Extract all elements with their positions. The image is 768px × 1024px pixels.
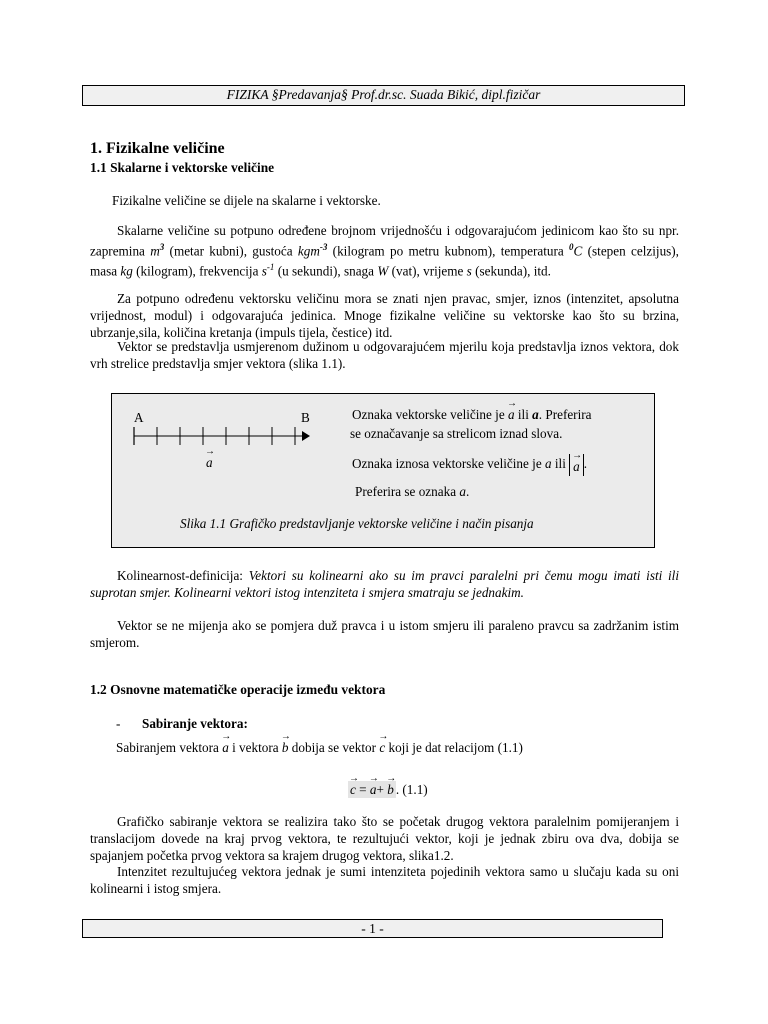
point-b-label: B <box>301 410 310 425</box>
vector-scale-diagram <box>132 424 312 448</box>
scalar-paragraph: Skalarne veličine su potpuno određene brojnom vrijednošću i odgovarajućom jedinicom kao što su npr. zapremina $m^3$ (metar kubni), gustoća kgm$^{-3}$ (kilogram po metru kubnom), temperatura $^0$C (stepen celzijus), masa kg (kilogram), frekvencija $s^{-1}$ (u sekundi), snaga W (vat), vrijeme s (sekunda), itd. <box>90 223 679 279</box>
bullet-dash: - <box>116 716 121 731</box>
figure-text-line-2: se označavanje sa strelicom iznad slova. <box>350 426 563 441</box>
figure-text-line-4: Preferira se oznaka a. <box>355 484 470 499</box>
vector-a-symbol: → a <box>206 454 213 471</box>
section-heading: 1.1 Skalarne i vektorske veličine <box>90 160 275 175</box>
figure-text-line-3: Oznaka iznosa vektorske veličine je a ili → a . <box>352 454 587 476</box>
page-number-footer: - 1 - <box>82 919 663 938</box>
figure-1-1 <box>111 393 655 548</box>
translation-paragraph: Vektor se ne mijenja ako se pomjera duž pravca i u istom smjeru ili paraleno pravcu sa zadržanim istim smjerom. <box>90 618 679 650</box>
vector-paragraph: Za potpuno određenu vektorsku veličinu mora se znati njen pravac, smjer, iznos (intenzitet, apsolutna vrijednost, modul) i odgovarajuća jedinica. Mnoge fizikalne veličine su vektorske kao što su brzina, ubrzanje,sila, količina kretanja (impuls tijela, čestice) itd. <box>90 291 679 340</box>
collinearity-paragraph: Kolinearnost-definicija: Vektori su kolinearni ako su im pravci paralelni pri čemu mogu imati isti ili suprotan smjer. Kolinearni vektori istog intenziteta i smjera smatraju se jednakim. <box>90 568 679 600</box>
point-a-label: A <box>134 410 144 425</box>
addition-paragraph: Sabiranjem vektora → a i vektora → b dobija se vektor → c koji je dat relacijom (1.1) <box>116 739 676 756</box>
intensity-paragraph: Intenzitet rezultujućeg vektora jednak je sumi intenziteta pojedinih vektora samo u slučaju kada su oni kolinearni i istog smjera. <box>90 864 679 896</box>
vector-arrowhead <box>302 431 310 441</box>
figure-text-line-1: Oznaka vektorske veličine je → a ili a. Preferira <box>352 406 591 423</box>
intro-paragraph: Fizikalne veličine se dijele na skalarne i vektorske. <box>112 193 381 208</box>
section-heading-1-2: 1.2 Osnovne matematičke operacije između vektora <box>90 682 386 697</box>
equation-1-1: → c = → a+ → b . (1.1) <box>348 781 428 798</box>
page-header: FIZIKA §Predavanja§ Prof.dr.sc. Suada Bikić, dipl.fizičar <box>82 85 685 106</box>
chapter-heading: 1. Fizikalne veličine <box>90 140 225 157</box>
graphical-addition-paragraph: Grafičko sabiranje vektora se realizira tako što se početak drugog vektora paralelnim pomijeranjem i translacijom dovede na kraj prvog vektora, te rezultujući vektor, koji je jednak zbiru ova dva, dobija se spajanjem početka prvog vektora sa krajem drugog vektora, slika1.2. <box>90 814 679 863</box>
bullet-heading: Sabiranje vektora: <box>142 716 248 731</box>
figure-caption: Slika 1.1 Grafičko predstavljanje vektorske veličine i način pisanja <box>180 516 534 531</box>
representation-paragraph: Vektor se predstavlja usmjerenom dužinom u odgovarajućem mjerilu koja predstavlja iznos vektora, dok vrh strelice predstavlja smjer vektora (slika 1.1). <box>90 339 679 371</box>
